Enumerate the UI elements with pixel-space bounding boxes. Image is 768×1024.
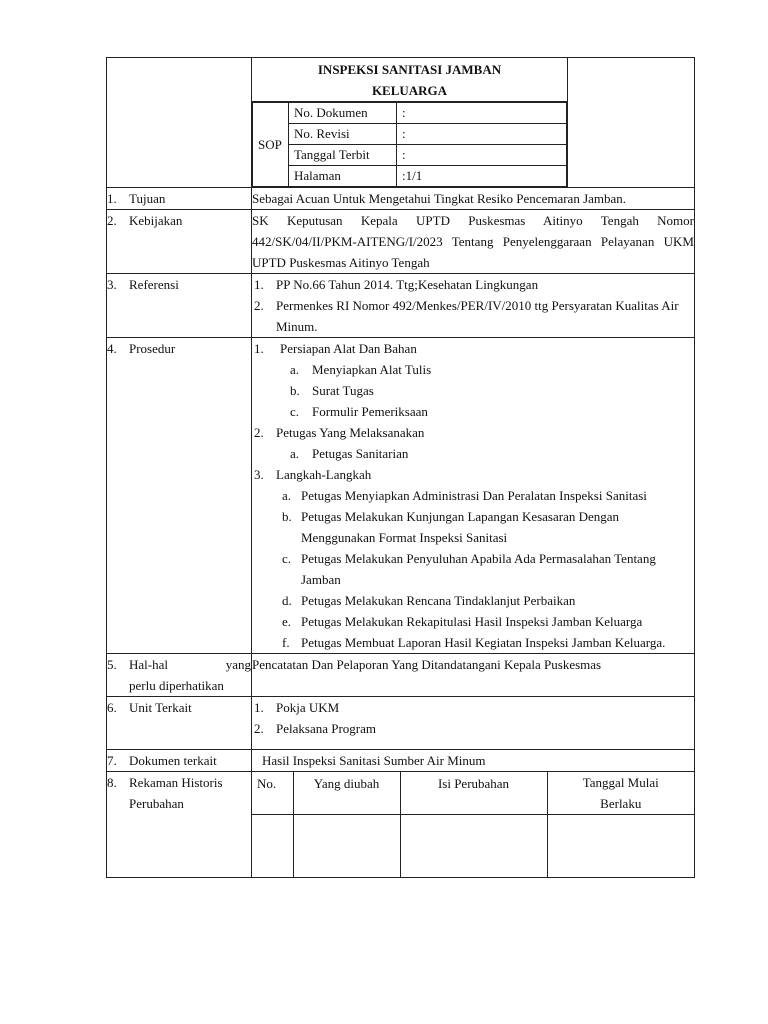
section-label <box>107 188 252 210</box>
revision-empty-row <box>252 815 694 877</box>
revision-header-row <box>252 772 694 815</box>
list-marker: a. <box>290 446 300 461</box>
list-text: PP No.66 Tahun 2014. Ttg;Kesehatan Lingkungan <box>276 277 539 292</box>
list-item <box>252 506 694 548</box>
section-number: 5. <box>107 657 117 672</box>
section-title: Rekaman Historis <box>129 775 223 790</box>
list-marker: 1. <box>254 277 264 292</box>
section-title: Prosedur <box>129 341 176 356</box>
sop-label: SOP <box>253 103 289 187</box>
unit-list <box>252 697 695 750</box>
list-text: Menyiapkan Alat Tulis <box>312 362 432 377</box>
list-item <box>252 590 694 611</box>
list-text: Surat Tugas <box>312 383 374 398</box>
section-number: 4. <box>107 341 117 356</box>
section-number: 8. <box>107 775 117 790</box>
document-title <box>252 58 567 101</box>
list-item <box>252 464 694 485</box>
list-text: Petugas Melakukan Rencana Tindaklanjut Perbaikan <box>301 593 576 608</box>
meta-value: : <box>397 145 567 166</box>
list-item <box>252 295 694 337</box>
section-title: Tujuan <box>129 191 166 206</box>
section-referensi <box>107 274 695 338</box>
section-rekaman-historis <box>107 772 695 878</box>
list-item <box>252 718 694 739</box>
section-tujuan <box>107 188 695 210</box>
title-line-2: KELUARGA <box>371 83 448 98</box>
list-item <box>252 443 694 464</box>
revision-history-table <box>252 772 694 877</box>
list-marker: e. <box>282 614 292 629</box>
section-number: 3. <box>107 277 117 292</box>
list-text: Petugas Melakukan Kunjungan Lapangan Kesasaran Dengan Menggunakan Format Inspeksi Sanitasi <box>301 509 620 545</box>
column-header: No. <box>252 772 293 815</box>
list-marker: d. <box>282 593 292 608</box>
list-marker: 3. <box>254 467 264 482</box>
dokumen-text: Hasil Inspeksi Sanitasi Sumber Air Minum <box>252 750 695 772</box>
section-title: Referensi <box>129 277 179 292</box>
list-marker: a. <box>282 488 292 503</box>
section-label <box>107 697 252 750</box>
section-label <box>107 772 252 878</box>
list-text: Petugas Menyiapkan Administrasi Dan Peralatan Inspeksi Sanitasi <box>301 488 647 503</box>
list-marker: 1. <box>254 341 264 356</box>
table-cell <box>252 815 293 877</box>
section-number: 2. <box>107 213 117 228</box>
sop-table <box>106 57 695 878</box>
list-item <box>252 380 694 401</box>
section-unit-terkait <box>107 697 695 750</box>
tujuan-text: Sebagai Acuan Untuk Mengetahui Tingkat Resiko Pencemaran Jamban. <box>252 188 695 210</box>
section-title: Dokumen terkait <box>129 753 217 768</box>
list-item <box>252 422 694 443</box>
title-line-1: INSPEKSI SANITASI JAMBAN <box>317 62 502 77</box>
list-marker: c. <box>290 404 300 419</box>
list-marker: 1. <box>254 700 264 715</box>
logo-right-cell <box>568 58 695 188</box>
meta-label: No. Revisi <box>289 124 397 145</box>
list-item <box>252 485 694 506</box>
list-marker: b. <box>282 509 292 524</box>
meta-label: No. Dokumen <box>289 103 397 124</box>
list-text: Formulir Pemeriksaan <box>312 404 428 419</box>
section-number: 6. <box>107 700 117 715</box>
list-marker: c. <box>282 551 292 566</box>
list-item <box>252 697 694 718</box>
section-dokumen-terkait <box>107 750 695 772</box>
list-marker: a. <box>290 362 300 377</box>
meta-label: Tanggal Terbit <box>289 145 397 166</box>
list-item <box>252 359 694 380</box>
section-label <box>107 750 252 772</box>
column-header: Yang diubah <box>293 772 400 815</box>
section-title: Unit Terkait <box>129 700 192 715</box>
list-text: Petugas Melakukan Penyuluhan Apabila Ada Permasalahan Tentang Jamban <box>301 551 656 587</box>
list-marker: 2. <box>254 298 264 313</box>
title-cell <box>252 58 568 102</box>
section-hal-hal <box>107 654 695 697</box>
section-title-part: yang <box>225 657 251 672</box>
list-item <box>252 611 694 632</box>
section-label <box>107 210 252 274</box>
rekaman-cell <box>252 772 695 878</box>
list-marker: 2. <box>254 425 264 440</box>
table-cell <box>400 815 547 877</box>
section-label <box>107 654 252 697</box>
meta-value: : <box>397 103 567 124</box>
list-item <box>252 632 694 653</box>
table-cell <box>293 815 400 877</box>
list-item <box>252 338 694 359</box>
section-prosedur <box>107 338 695 654</box>
list-text: Permenkes RI Nomor 492/Menkes/PER/IV/2010 ttg Persyaratan Kualitas Air Minum. <box>276 298 679 334</box>
kebijakan-text: SK Keputusan Kepala UPTD Puskesmas Aitinyo Tengah Nomor 442/SK/04/II/PKM-AITENG/I/2023 Tentang Penyelenggaraan Pelayanan UKM UPTD Puskesmas Aitinyo Tengah <box>252 210 695 274</box>
referensi-list <box>252 274 695 338</box>
section-title-part: Hal-hal <box>129 657 168 672</box>
header-row <box>107 58 695 102</box>
section-title: Kebijakan <box>129 213 183 228</box>
section-title-part: Perubahan <box>129 796 184 811</box>
list-item <box>252 548 694 590</box>
list-item <box>252 274 694 295</box>
logo-left-cell <box>107 58 252 188</box>
section-title <box>129 654 251 675</box>
meta-value: :1/1 <box>397 166 567 187</box>
meta-label: Halaman <box>289 166 397 187</box>
section-title-part: perlu diperhatikan <box>129 678 224 693</box>
prosedur-list <box>252 338 695 654</box>
list-text: Langkah-Langkah <box>276 467 372 482</box>
list-text: Pokja UKM <box>276 700 340 715</box>
section-label <box>107 274 252 338</box>
column-header: Tanggal Mulai Berlaku <box>547 772 694 815</box>
meta-table <box>252 102 567 187</box>
list-item <box>252 401 694 422</box>
section-kebijakan <box>107 210 695 274</box>
meta-cell <box>252 102 568 188</box>
hal-hal-text: Pencatatan Dan Pelaporan Yang Ditandatangani Kepala Puskesmas <box>252 654 695 697</box>
table-cell <box>547 815 694 877</box>
list-text: Petugas Yang Melaksanakan <box>276 425 425 440</box>
meta-value: : <box>397 124 567 145</box>
list-marker: b. <box>290 383 300 398</box>
list-marker: f. <box>282 635 290 650</box>
list-text: Petugas Membuat Laporan Hasil Kegiatan Inspeksi Jamban Keluarga. <box>301 635 666 650</box>
list-text: Petugas Sanitarian <box>312 446 409 461</box>
list-text: Pelaksana Program <box>276 721 377 736</box>
column-header: Isi Perubahan <box>400 772 547 815</box>
list-text: Persiapan Alat Dan Bahan <box>280 341 417 356</box>
list-marker: 2. <box>254 721 264 736</box>
section-number: 1. <box>107 191 117 206</box>
list-text: Petugas Melakukan Rekapitulasi Hasil Inspeksi Jamban Keluarga <box>301 614 643 629</box>
section-label <box>107 338 252 654</box>
section-number: 7. <box>107 753 117 768</box>
